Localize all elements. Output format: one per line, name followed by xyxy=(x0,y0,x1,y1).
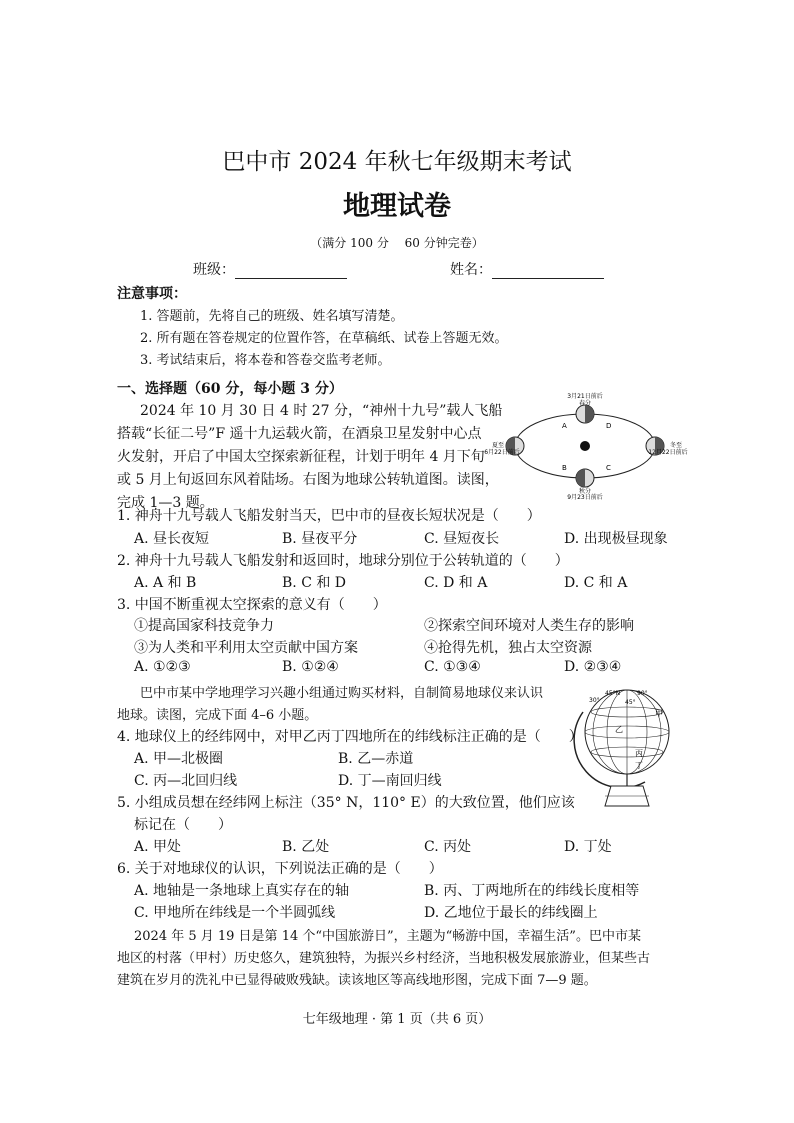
label-C: C xyxy=(606,464,611,472)
class-label: 班级： xyxy=(193,262,235,278)
option[interactable]: A. 甲处 xyxy=(134,839,182,855)
notice-item: 1. 答题前，先将自己的班级、姓名填写清楚。 xyxy=(140,309,404,324)
statement: ③为人类和平利用太空贡献中国方案 xyxy=(134,640,358,656)
globe-label: 30° xyxy=(589,697,600,704)
label-D: D xyxy=(606,422,612,430)
option[interactable]: B. ①②④ xyxy=(282,659,339,675)
option[interactable]: A. 地轴是一条地球上真实存在的轴 xyxy=(134,883,350,899)
option[interactable]: B. 丙、丁两地所在的纬线长度相等 xyxy=(424,883,640,899)
option[interactable]: B. 昼夜平分 xyxy=(282,531,358,547)
name-label: 姓名： xyxy=(450,262,492,278)
globe-diagram xyxy=(575,682,685,810)
option[interactable]: A. A 和 B xyxy=(134,575,197,591)
label-top: 3月21日前后 xyxy=(567,393,603,400)
option[interactable]: C. D 和 A xyxy=(424,575,488,591)
exam-title: 巴中市 2024 年秋七年级期末考试 xyxy=(222,149,572,175)
intro-line: 地球。读图，完成下面 4–6 小题。 xyxy=(117,708,318,723)
sun xyxy=(580,441,590,451)
notice-title: 注意事项： xyxy=(117,286,187,302)
option[interactable]: C. ①③④ xyxy=(424,659,481,675)
globe-label-bing: 丙 xyxy=(635,749,643,758)
score-note: （满分 100 分 60 分钟完卷） xyxy=(310,236,484,250)
option[interactable]: D. 乙地位于最长的纬线圈上 xyxy=(424,905,598,921)
question-stem: 2. 神舟十九号载人飞船发射和返回时，地球分别位于公转轨道的（ ） xyxy=(117,553,569,569)
label-top2: 春分 xyxy=(578,400,592,407)
intro-line: 火发射，开启了中国太空探索新征程，计划于明年 4 月下旬 xyxy=(117,449,485,465)
option[interactable]: B. 乙处 xyxy=(282,839,330,855)
statement: ②探索空间环境对人类生存的影响 xyxy=(424,618,634,634)
intro-line: 2024 年 5 月 19 日是第 14 个“中国旅游日”，主题为“畅游中国，幸福生活”。巴中市某 xyxy=(134,929,641,944)
label-bottom: 秋分 xyxy=(578,488,592,495)
statement: ①提高国家科技竞争力 xyxy=(134,618,274,634)
option[interactable]: D. C 和 A xyxy=(564,575,628,591)
label-left2: 6月22日前后 xyxy=(484,449,520,456)
class-blank[interactable] xyxy=(235,264,347,279)
question-stem: 3. 中国不断重视太空探索的意义有（ ） xyxy=(117,597,387,613)
name-field[interactable] xyxy=(450,259,604,279)
globe-label-jia: 甲 xyxy=(655,709,663,718)
option[interactable]: C. 丙处 xyxy=(424,839,472,855)
intro-line: 巴中市某中学地理学习兴趣小组通过购买材料，自制简易地球仪来认识 xyxy=(140,686,544,701)
option[interactable]: D. 丁—南回归线 xyxy=(338,773,442,789)
option[interactable]: A. 昼长夜短 xyxy=(134,531,210,547)
notice-item: 3. 考试结束后，将本卷和答卷交监考老师。 xyxy=(140,353,391,368)
label-right: 冬至 xyxy=(669,442,683,449)
globe-label: 90° xyxy=(637,690,648,697)
intro-line: 建筑在岁月的洗礼中已显得破败残缺。读该地区等高线地形图，完成下面 7—9 题。 xyxy=(117,973,597,988)
option[interactable]: B. 乙—赤道 xyxy=(338,751,414,767)
globe-label-yi: 乙 xyxy=(615,725,623,734)
option[interactable]: A. ①②③ xyxy=(134,659,191,675)
earth-orbit-diagram xyxy=(484,390,688,501)
option[interactable]: C. 昼短夜长 xyxy=(424,531,500,547)
option[interactable]: D. ②③④ xyxy=(564,659,622,675)
intro-line: 地区的村落（甲村）历史悠久，建筑独特，为振兴乡村经济，当地积极发展旅游业，但某些古 xyxy=(117,951,651,966)
option[interactable]: D. 出现极昼现象 xyxy=(564,531,668,547)
option[interactable]: C. 丙—北回归线 xyxy=(134,773,238,789)
label-right2: 12月22日前后 xyxy=(648,449,688,456)
intro-line: 完成 1—3 题。 xyxy=(117,495,214,511)
question-stem: 6. 关于对地球仪的认识，下列说法正确的是（ ） xyxy=(117,861,443,877)
statement: ④抢得先机，独占太空资源 xyxy=(424,640,592,656)
globe-label: 45°N xyxy=(605,690,621,697)
question-stem: 4. 地球仪上的经纬网中，对甲乙丙丁四地所在的纬线标注正确的是（ ） xyxy=(117,729,583,745)
question-stem: 5. 小组成员想在经纬网上标注（35° N，110° E）的大致位置，他们应该 xyxy=(117,795,575,811)
class-field[interactable] xyxy=(193,259,347,279)
notice-item: 2. 所有题在答卷规定的位置作答，在草稿纸、试卷上答题无效。 xyxy=(140,331,508,346)
intro-line: 2024 年 10 月 30 日 4 时 27 分，“神州十九号”载人飞船 xyxy=(140,403,503,419)
section-title: 一、选择题（60 分，每小题 3 分） xyxy=(117,381,343,397)
earth-shadow xyxy=(585,405,594,423)
globe-label: 45° xyxy=(625,699,636,706)
label-A: A xyxy=(562,422,567,430)
option[interactable]: B. C 和 D xyxy=(282,575,347,591)
question-stem-cont: 标记在（ ） xyxy=(134,817,232,833)
globe-label-ding: 丁 xyxy=(635,761,643,770)
earth-shadow xyxy=(576,469,585,487)
option[interactable]: C. 甲地所在纬线是一个半圆弧线 xyxy=(134,905,336,921)
question-stem: 1. 神舟十九号载人飞船发射当天，巴中市的昼夜长短状况是（ ） xyxy=(117,508,541,524)
label-B: B xyxy=(562,464,567,472)
label-left: 夏至 xyxy=(491,442,505,449)
label-bottom2: 9月23日前后 xyxy=(567,494,603,501)
page-footer: 七年级地理 · 第 1 页（共 6 页） xyxy=(302,1012,492,1027)
name-blank[interactable] xyxy=(492,264,604,279)
intro-line: 搭载“长征二号”F 遥十九运载火箭，在酒泉卫星发射中心点 xyxy=(117,426,482,442)
option[interactable]: D. 丁处 xyxy=(564,839,612,855)
intro-line: 或 5 月上旬返回东风着陆场。右图为地球公转轨道图。读图， xyxy=(117,472,499,488)
option[interactable]: A. 甲—北极圈 xyxy=(134,751,224,767)
subject-title: 地理试卷 xyxy=(343,191,451,222)
